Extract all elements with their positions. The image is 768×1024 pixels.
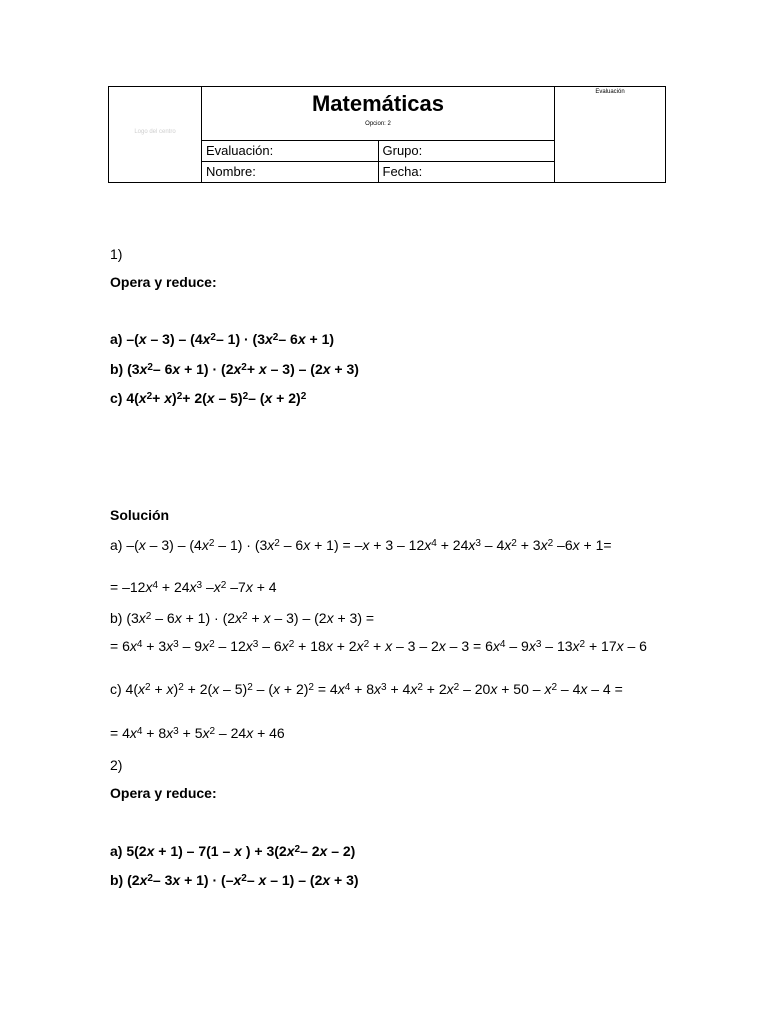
solution-c-line1: c) $4(x^2 + x)^2 + 2(x - 5)^2 - (x + 2)^2 = 4x^4 + 8x^3 + 4x^2 + 2x^2 - 20x + 50 - x^2 - 4x - 4$ = bbox=[110, 681, 623, 697]
solution-b-line2: = $6x^4 + 3x^3 - 9x^2 - 12x^3 - 6x^2 + 18x + 2x^2 + x - 3 - 2x - 3 = 6x^4 - 9x^3 - 13x^2 + 17x - 6$ bbox=[110, 638, 647, 654]
evaluacion-field[interactable]: Evaluación: bbox=[202, 141, 379, 162]
option-label: Opcion: 2 bbox=[365, 121, 391, 127]
evaluation-box-label: Evaluación bbox=[595, 89, 625, 95]
title-cell bbox=[202, 87, 555, 141]
exercise-2b: b) ($2x^2-$ $3x + 1) \cdot (-x^2-$ x – 1) – (2x + 3) bbox=[110, 872, 359, 888]
logo-cell bbox=[109, 87, 202, 183]
exercise-1a: a) $-(x - 3) - (4x^2-$ $1) \cdot (3x^2-$ 6x + 1) bbox=[110, 331, 335, 347]
solution-b-line1: b) $(3x^2 - 6x + 1) \cdot (2x^2 + x - 3) - (2x + 3)$ = bbox=[110, 610, 375, 626]
logo-placeholder: Logo del centro bbox=[134, 129, 176, 135]
exercise-1-number: 1) bbox=[110, 246, 123, 262]
fecha-field[interactable]: Fecha: bbox=[378, 162, 555, 183]
solution-c-line2: = $4x^4 + 8x^3 + 5x^2 - 24x + 46$ bbox=[110, 725, 285, 741]
solution-a-line2: = $-12x^4 + 24x^3$ $-x^2$ –7x + 4 bbox=[110, 579, 277, 595]
exercise-2-instruction: Opera y reduce: bbox=[110, 785, 217, 801]
exercise-1b: b) ($3x^2-$ $6x + 1) \cdot (2x^2+ x - 3) - (2x + 3)$ bbox=[110, 361, 359, 377]
evaluation-box bbox=[555, 87, 666, 183]
grupo-field[interactable]: Grupo: bbox=[378, 141, 555, 162]
nombre-field[interactable]: Nombre: bbox=[202, 162, 379, 183]
header-table bbox=[108, 86, 666, 183]
solution-heading: Solución bbox=[110, 507, 170, 523]
exercise-1-instruction: Opera y reduce: bbox=[110, 274, 217, 290]
solution-a-line1: a) $-(x - 3) - (4x^2 - 1) \cdot (3x^2 - 6x + 1) = -x + 3 - 12x^4 + 24x^3 - 4x^2 + 3x^2$ –6x + 1= bbox=[110, 537, 612, 553]
page-title: Matemáticas bbox=[311, 91, 445, 116]
exercise-2-number: 2) bbox=[110, 757, 123, 773]
exercise-2a: a) 5(2x + 1) – 7(1 – x ) + $3(2x^2-$ 2x – 2) bbox=[110, 843, 356, 859]
exercise-1c: c) $4(x^2+ x)^2+ 2(x - 5)^2-$ $(x + 2)^2$ bbox=[110, 390, 307, 406]
